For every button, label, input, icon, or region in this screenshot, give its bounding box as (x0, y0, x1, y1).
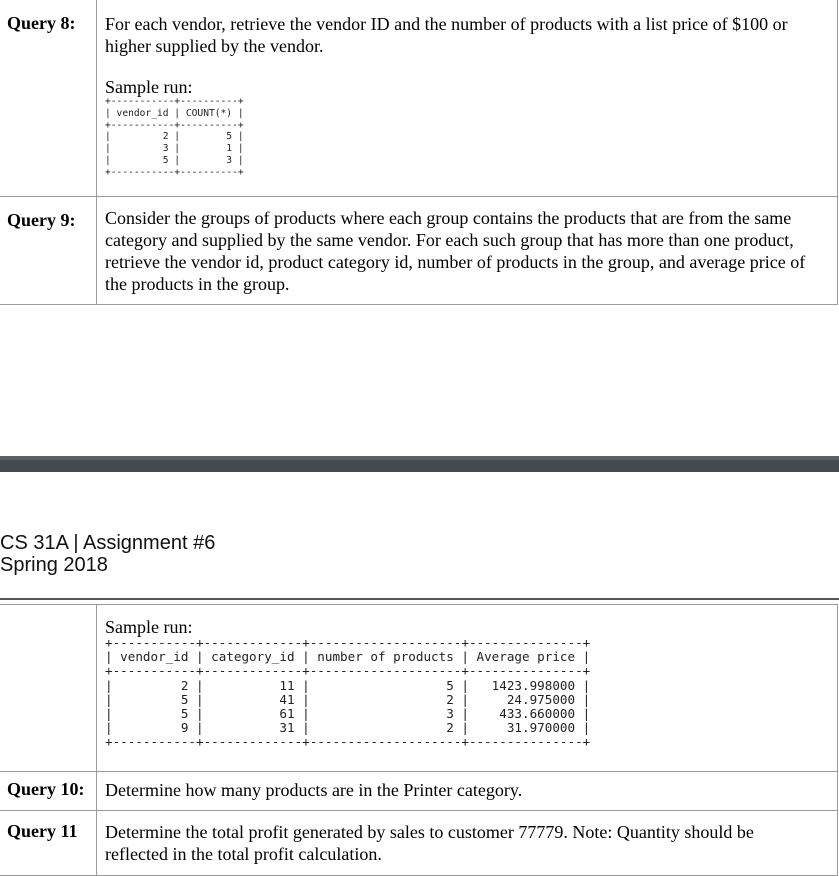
query-9-text-line-4: the products in the group. (105, 274, 290, 294)
query-9-text-line-3: retrieve the vendor id, product category id, number of products in the group, and average price of (105, 252, 806, 272)
query-8-label-cell (0, 0, 97, 196)
query-9-sample-label: Sample run: (105, 617, 193, 637)
query-11-label-cell (0, 811, 97, 875)
query-9-label-cell (0, 197, 97, 304)
query-9-sample-row (0, 604, 838, 772)
query-8-text-line-2: higher supplied by the vendor. (105, 36, 324, 56)
query-8-sample-table: +-----------+----------+ | vendor_id | COUNT(*) | +-----------+----------+ | 2 | 5 | | 3 | 1 | | 5 | 3 | +-----------+----------+ (105, 96, 244, 178)
course-title: CS 31A | Assignment #6 (0, 532, 216, 554)
query-11-text-line-2: reflected in the total profit calculation. (105, 844, 382, 864)
query-9-sample-table: +-----------+-------------+--------------------+---------------+ | vendor_id | category_id | number of products | Average price | +-----------+-------------+--------------------+---------------+ | 2 | 11 | 5 | 1423.998000 | | 5 | 41 | 2 | 24.975000 | | 5 | 61 | 3 | 433.660000 | | 9 | 31 | 2 | 31.970000 | +-----------+-------------+--------------------+---------------+ (105, 635, 591, 750)
query-10-label: Query 10: (7, 779, 85, 799)
query-9-text-line-1: Consider the groups of products where each group contains the products that are from the same (105, 208, 792, 228)
query-8-row (0, 0, 838, 197)
query-11-text-line-1: Determine the total profit generated by sales to customer 77779. Note: Quantity should be (105, 822, 754, 842)
query-10-row (0, 770, 838, 811)
page-header (0, 532, 215, 576)
query-9-row (0, 196, 838, 305)
query-10-description: Determine how many products are in the Printer category. (105, 780, 523, 800)
query-9-label: Query 9: (7, 210, 76, 230)
query-11-row (0, 810, 838, 876)
query-9-sample-label-cell (0, 605, 97, 771)
query-9-description (105, 207, 825, 295)
semester: Spring 2018 (0, 554, 108, 576)
query-11-description (105, 821, 825, 865)
header-rule (0, 598, 839, 600)
query-8-sample-label: Sample run: (105, 77, 193, 97)
page-break-divider-top (0, 456, 839, 460)
query-9-text-line-2: category and supplied by the same vendor. For each such group that has more than one product, (105, 230, 794, 250)
query-8-label: Query 8: (7, 13, 76, 33)
query-10-label-cell (0, 770, 97, 810)
query-11-label: Query 11 (7, 821, 78, 841)
query-8-text-line-1: For each vendor, retrieve the vendor ID and the number of products with a list price of $100 or (105, 14, 788, 34)
query-8-description (105, 13, 825, 57)
